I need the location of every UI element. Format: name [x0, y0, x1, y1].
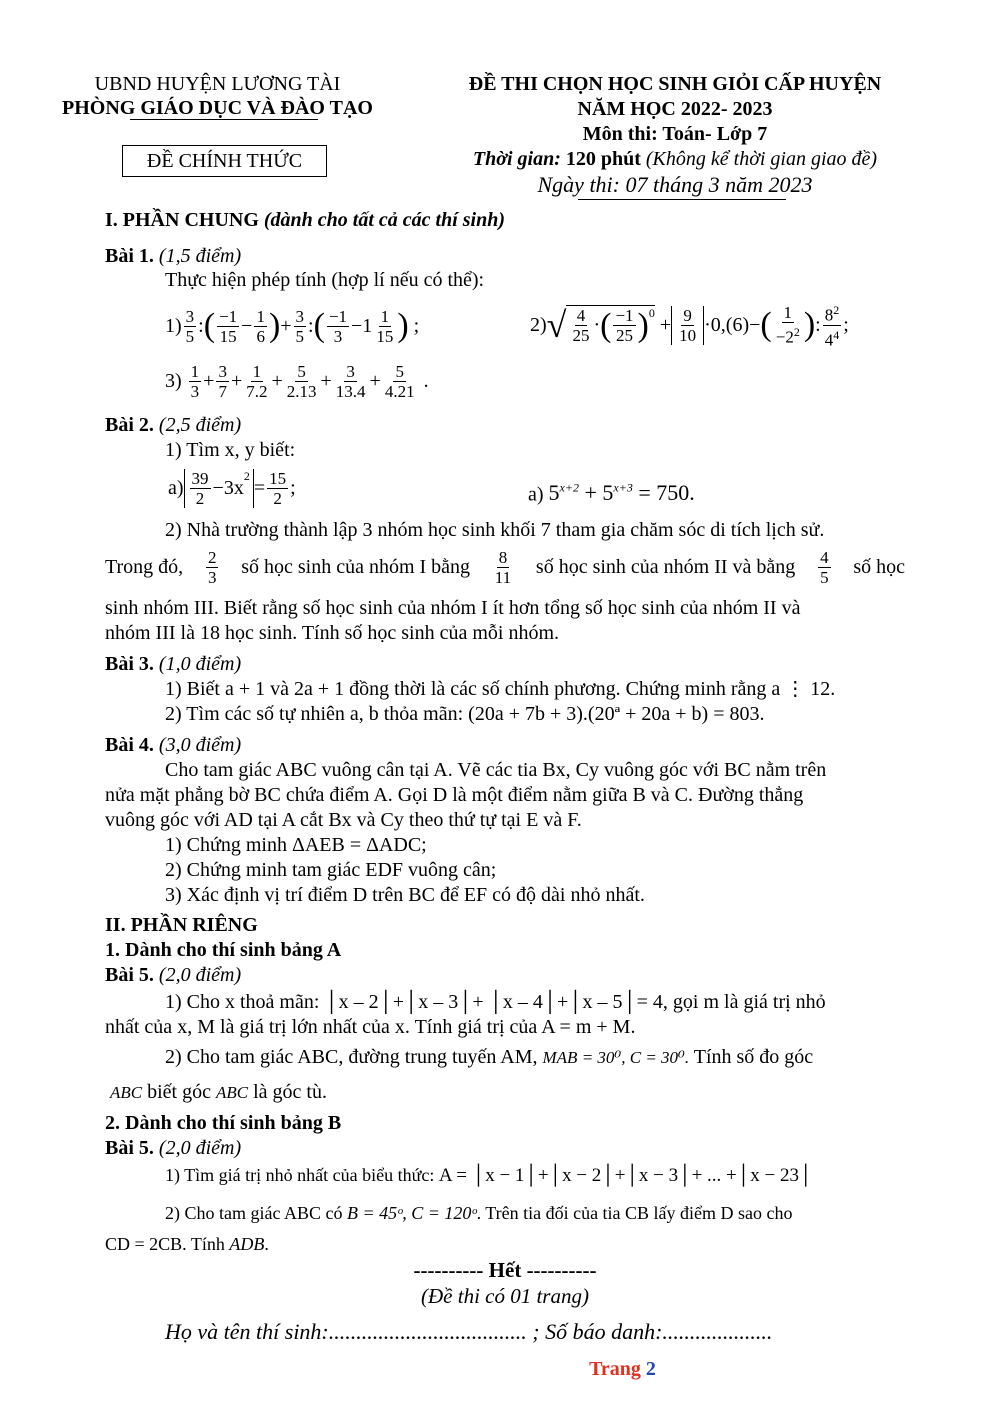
page-indicator	[0, 1357, 1000, 1381]
bai4-q2: 2) Chứng minh tam giác EDF vuông cân;	[165, 859, 497, 881]
bai5a-points: (2,0 điểm)	[158, 964, 242, 986]
bai2-q2-text-d: số học	[853, 555, 905, 578]
bai2-heading	[105, 413, 905, 438]
bai5a-q2-angles: MAB = 30⁰, C = 30⁰.	[542, 1048, 690, 1067]
time-value: 120 phút	[565, 148, 641, 170]
bai5a-label: Bài 5.	[105, 964, 154, 986]
bai3-q1: 1) Biết a + 1 và 2a + 1 đồng thời là các số chính phương. Chứng minh rằng a ⋮ 12.	[165, 678, 836, 700]
candidate-info: Họ và tên thí sinh:.................................... ; Số báo danh:....................	[165, 1319, 773, 1344]
bai4-points: (3,0 điểm)	[158, 734, 242, 756]
bai5a-q2-text-d: là góc tù.	[253, 1081, 327, 1103]
bai4-q1: 1) Chứng minh ΔAEB = ΔADC;	[165, 834, 427, 856]
pages-note: (Đề thi có 01 trang)	[421, 1284, 589, 1308]
bai2-q1: 1) Tìm x, y biết:	[165, 439, 296, 461]
bai1-label: Bài 1.	[105, 245, 154, 267]
bai5a-q2-angle-abc: ABC	[110, 1083, 143, 1102]
bai1-q3-expression: 3) $\frac{1}{3}$ + $\frac{3}{7}$ + $\frac{1}{7.2}$ + $\frac{5}{2.13}$ + $\frac{3}{13.4}$ + $\frac{5}{4.21}$ .	[165, 361, 429, 401]
time-line	[430, 147, 920, 172]
page-number: 2	[645, 1358, 656, 1380]
bai5b-q2-text-line2: CD = 2CB. Tính	[105, 1234, 225, 1254]
bai2-qa2-expression: a) $5^{x+2} + 5^{x+3} = 750$.	[528, 480, 695, 506]
bai5b-q2-text-a: 2) Cho tam giác ABC có	[165, 1203, 343, 1223]
bai5b-q2-text-c: . Trên tia đối của tia CB lấy điểm D sao cho	[476, 1203, 793, 1223]
bai1-q1-expression: 1) $\frac{3}{5}$ : ( $\frac{-1}{15}$ − $\frac{1}{6}$ ) + $\frac{3}{5}$ : ( $\frac{-1}{3}$ −1 $\frac{1}{15}$ ) ;	[165, 306, 420, 346]
bai1-q2-number: 2)	[530, 313, 547, 336]
subject: Môn thi: Toán- Lớp 7	[582, 123, 768, 145]
bai2-q2-text-b: số học sinh của nhóm I bằng	[241, 555, 471, 578]
part2-a-title: 1. Dành cho thí sinh bảng A	[105, 939, 342, 961]
bai1-intro: Thực hiện phép tính (hợp lí nếu có thể):	[165, 269, 485, 291]
bai5a-q2-text-c: Tính số đo góc	[693, 1046, 814, 1068]
bai5a-q2-text-a: 2) Cho tam giác ABC, đường trung tuyến AM,	[165, 1046, 538, 1068]
header-left	[50, 72, 385, 120]
bai2-q2-line3: sinh nhóm III. Biết rằng số học sinh của nhóm I ít hơn tổng số học sinh của nhóm II và	[105, 597, 801, 619]
bai5a-q1-line2: nhất của x, M là giá trị lớn nhất của x. Tính giá trị của A = m + M.	[105, 1016, 636, 1038]
bai4-label: Bài 4.	[105, 734, 154, 756]
bai5b-points: (2,0 điểm)	[158, 1137, 242, 1159]
bai5b-q2-angle-adb: ADB	[229, 1234, 265, 1254]
bai5a-q2-angle-abc-2: ABC	[215, 1083, 249, 1102]
bai5b-q2-period: .	[264, 1234, 269, 1254]
bai4-heading	[105, 733, 905, 758]
school-year: NĂM HỌC 2022- 2023	[577, 98, 773, 120]
bai5b-label: Bài 5.	[105, 1137, 154, 1159]
bai3-label: Bài 3.	[105, 653, 154, 675]
bai2-qa2-number: a)	[528, 483, 544, 506]
end-marker: ---------- Hết ----------	[413, 1258, 597, 1282]
bai3-heading	[105, 652, 905, 677]
bai2-q2-line4: nhóm III là 18 học sinh. Tính số học sinh của mỗi nhóm.	[105, 622, 560, 644]
part1-note: (dành cho tất cả các thí sinh)	[263, 209, 506, 231]
district-name: UBND HUYỆN LƯƠNG TÀI	[94, 73, 341, 95]
bai5b-q2-line2	[105, 1232, 905, 1257]
bai5a-q1-line1: 1) Cho x thoả mãn: │x – 2│+│x – 3│+ │x – 4│+│x – 5│= 4, gọi m là giá trị nhỏ	[165, 991, 826, 1013]
bai2-points: (2,5 điểm)	[158, 414, 242, 436]
bai4-line3: vuông góc với AD tại A cắt Bx và Cy theo thứ tự tại E và F.	[105, 809, 582, 831]
bai2-q2-text-a: Trong đó,	[105, 555, 184, 578]
exam-title: ĐỀ THI CHỌN HỌC SINH GIỎI CẤP HUYỆN	[468, 73, 882, 95]
bai3-points: (1,0 điểm)	[158, 653, 242, 675]
bai1-q2-expression: 2) √ $\frac{4}{25}$ · ( $\frac{-1}{25}$ ) $^0$ + $\frac{9}{10}$ ·0,(6)− ( $\frac{1}{-2^2}$ ) : $\frac{8^2}{4^4}$ ;	[530, 302, 849, 350]
bai3-q2: 2) Tìm các số tự nhiên a, b thỏa mãn: (20a + 7b + 3).(20ª + 20a + b) = 803.	[165, 703, 765, 725]
bai5a-q2-text-b: biết góc	[147, 1081, 211, 1103]
bai1-q3-number: 3)	[165, 369, 182, 392]
bai4-line2: nửa mặt phẳng bờ BC chứa điểm A. Gọi D là một điểm nằm giữa B và C. Đường thẳng	[105, 784, 804, 806]
bai1-q1-number: 1)	[165, 314, 182, 337]
bai4-q3: 3) Xác định vị trí điểm D trên BC để EF có độ dài nhỏ nhất.	[165, 884, 645, 906]
date-underline	[578, 199, 786, 200]
official-exam-box: ĐỀ CHÍNH THỨC	[122, 145, 327, 177]
bai5a-q2-line1	[105, 1045, 905, 1070]
bai2-qa1-expression: a) $\frac{39}{2}$ −3x $^2$ = $\frac{15}{2}$ ;	[168, 468, 296, 508]
time-note: (Không kể thời gian giao đề)	[645, 148, 878, 170]
bai5a-q2-line2	[105, 1080, 905, 1105]
bai5b-q2-line1	[105, 1201, 905, 1226]
bai1-heading	[105, 244, 905, 269]
bai5b-q1-text: 1) Tìm giá trị nhỏ nhất của biểu thức:	[165, 1165, 435, 1185]
bai5a-heading	[105, 963, 905, 988]
bai5b-q1	[105, 1163, 905, 1188]
page-label: Trang	[589, 1358, 641, 1380]
exam-date: Ngày thi: 07 tháng 3 năm 2023	[537, 172, 813, 197]
header-right	[430, 72, 920, 197]
header-left-underline	[130, 119, 318, 120]
bai5b-q1-expression: A = │x − 1│+│x − 2│+│x − 3│+ ... +│x − 23│	[438, 1165, 813, 1186]
bai2-q2-text-c: số học sinh của nhóm II và bằng	[535, 555, 796, 578]
bai5b-heading	[105, 1136, 905, 1161]
department-name: PHÒNG GIÁO DỤC VÀ ĐÀO TẠO	[62, 97, 373, 119]
bai1-points: (1,5 điểm)	[158, 245, 242, 267]
part1-heading	[105, 208, 905, 233]
bai2-label: Bài 2.	[105, 414, 154, 436]
part2-b-title: 2. Dành cho thí sinh bảng B	[105, 1112, 342, 1134]
part1-title: I. PHẦN CHUNG	[105, 209, 259, 231]
bai4-line1: Cho tam giác ABC vuông cân tại A. Vẽ các tia Bx, Cy vuông góc với BC nằm trên	[165, 759, 827, 781]
bai2-q2-line2: Trong đó, $\frac{2}{3}$ số học sinh của nhóm I bằng $\frac{8}{11}$ số học sinh của nhóm II và bằng $\frac{4}{5}$ số học	[105, 547, 905, 587]
bai5b-q2-angles: B = 45ᵒ, C = 120ᵒ	[346, 1203, 477, 1223]
bai2-qa1-number: a)	[168, 476, 184, 499]
time-label: Thời gian:	[472, 148, 561, 170]
bai2-q2-line1: 2) Nhà trường thành lập 3 nhóm học sinh khối 7 tham gia chăm sóc di tích lịch sử.	[165, 519, 825, 541]
part2-title: II. PHẦN RIÊNG	[105, 914, 258, 936]
